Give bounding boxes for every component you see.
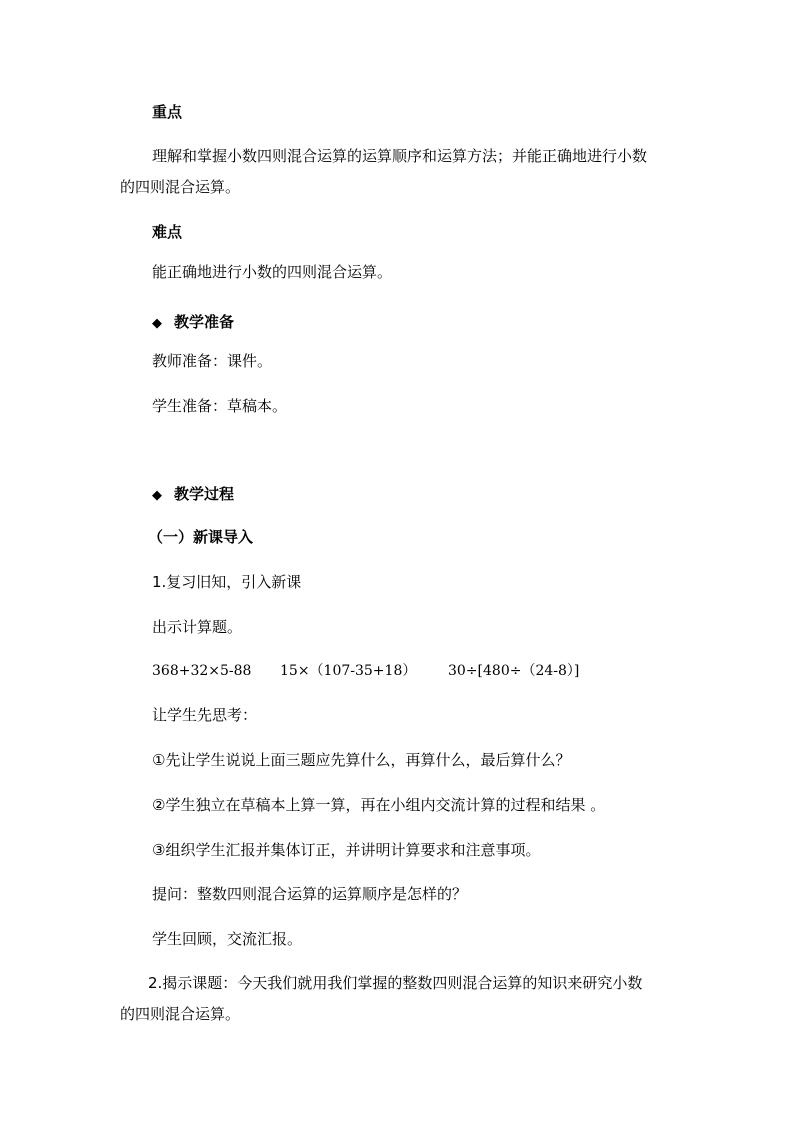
think-item-3: ③组织学生汇报并集体订正，并讲明计算要求和注意事项。 [152, 841, 541, 859]
key-point-heading: 重点 [152, 103, 183, 121]
key-point-text-line2: 的四则混合运算。 [120, 178, 241, 196]
formula-1: 368+32×5-88 [152, 663, 252, 679]
formula-3: 30÷[480÷（24-8）] [448, 663, 580, 679]
diamond-bullet-icon: ◆ [152, 316, 162, 331]
review: 学生回顾，交流汇报。 [152, 930, 303, 948]
key-point-text-line1: 理解和掌握小数四则混合运算的运算顺序和运算方法；并能正确地进行小数 [152, 147, 648, 165]
difficult-point-heading: 难点 [152, 223, 183, 241]
formula-row [152, 661, 579, 681]
step2-line2: 的四则混合运算。 [120, 1005, 241, 1023]
question: 提问：整数四则混合运算的运算顺序是怎样的？ [152, 885, 468, 903]
step1-title: 1.复习旧知，引入新课 [152, 573, 302, 591]
think-item-2: ②学生独立在草稿本上算一算，再在小组内交流计算的过程和结果 。 [152, 796, 606, 814]
teacher-preparation: 教师准备：课件。 [152, 352, 273, 370]
preparation-heading: 教学准备 [174, 313, 235, 331]
preparation-heading-row [152, 312, 234, 334]
formula-2: 15×（107-35+18） [280, 663, 417, 679]
step2-line1: 2.揭示课题：今天我们就用我们掌握的整数四则混合运算的知识来研究小数 [148, 974, 643, 992]
student-preparation: 学生准备：草稿本。 [152, 397, 288, 415]
section1-title: （一）新课导入 [148, 528, 254, 546]
think-intro: 让学生先思考： [152, 706, 258, 724]
think-item-1: ①先让学生说说上面三题应先算什么，再算什么，最后算什么？ [152, 751, 571, 769]
process-heading: 教学过程 [174, 485, 235, 503]
show-problems: 出示计算题。 [152, 618, 243, 636]
process-heading-row [152, 484, 234, 506]
difficult-point-text: 能正确地进行小数的四则混合运算。 [152, 263, 393, 281]
diamond-bullet-icon: ◆ [152, 488, 162, 503]
